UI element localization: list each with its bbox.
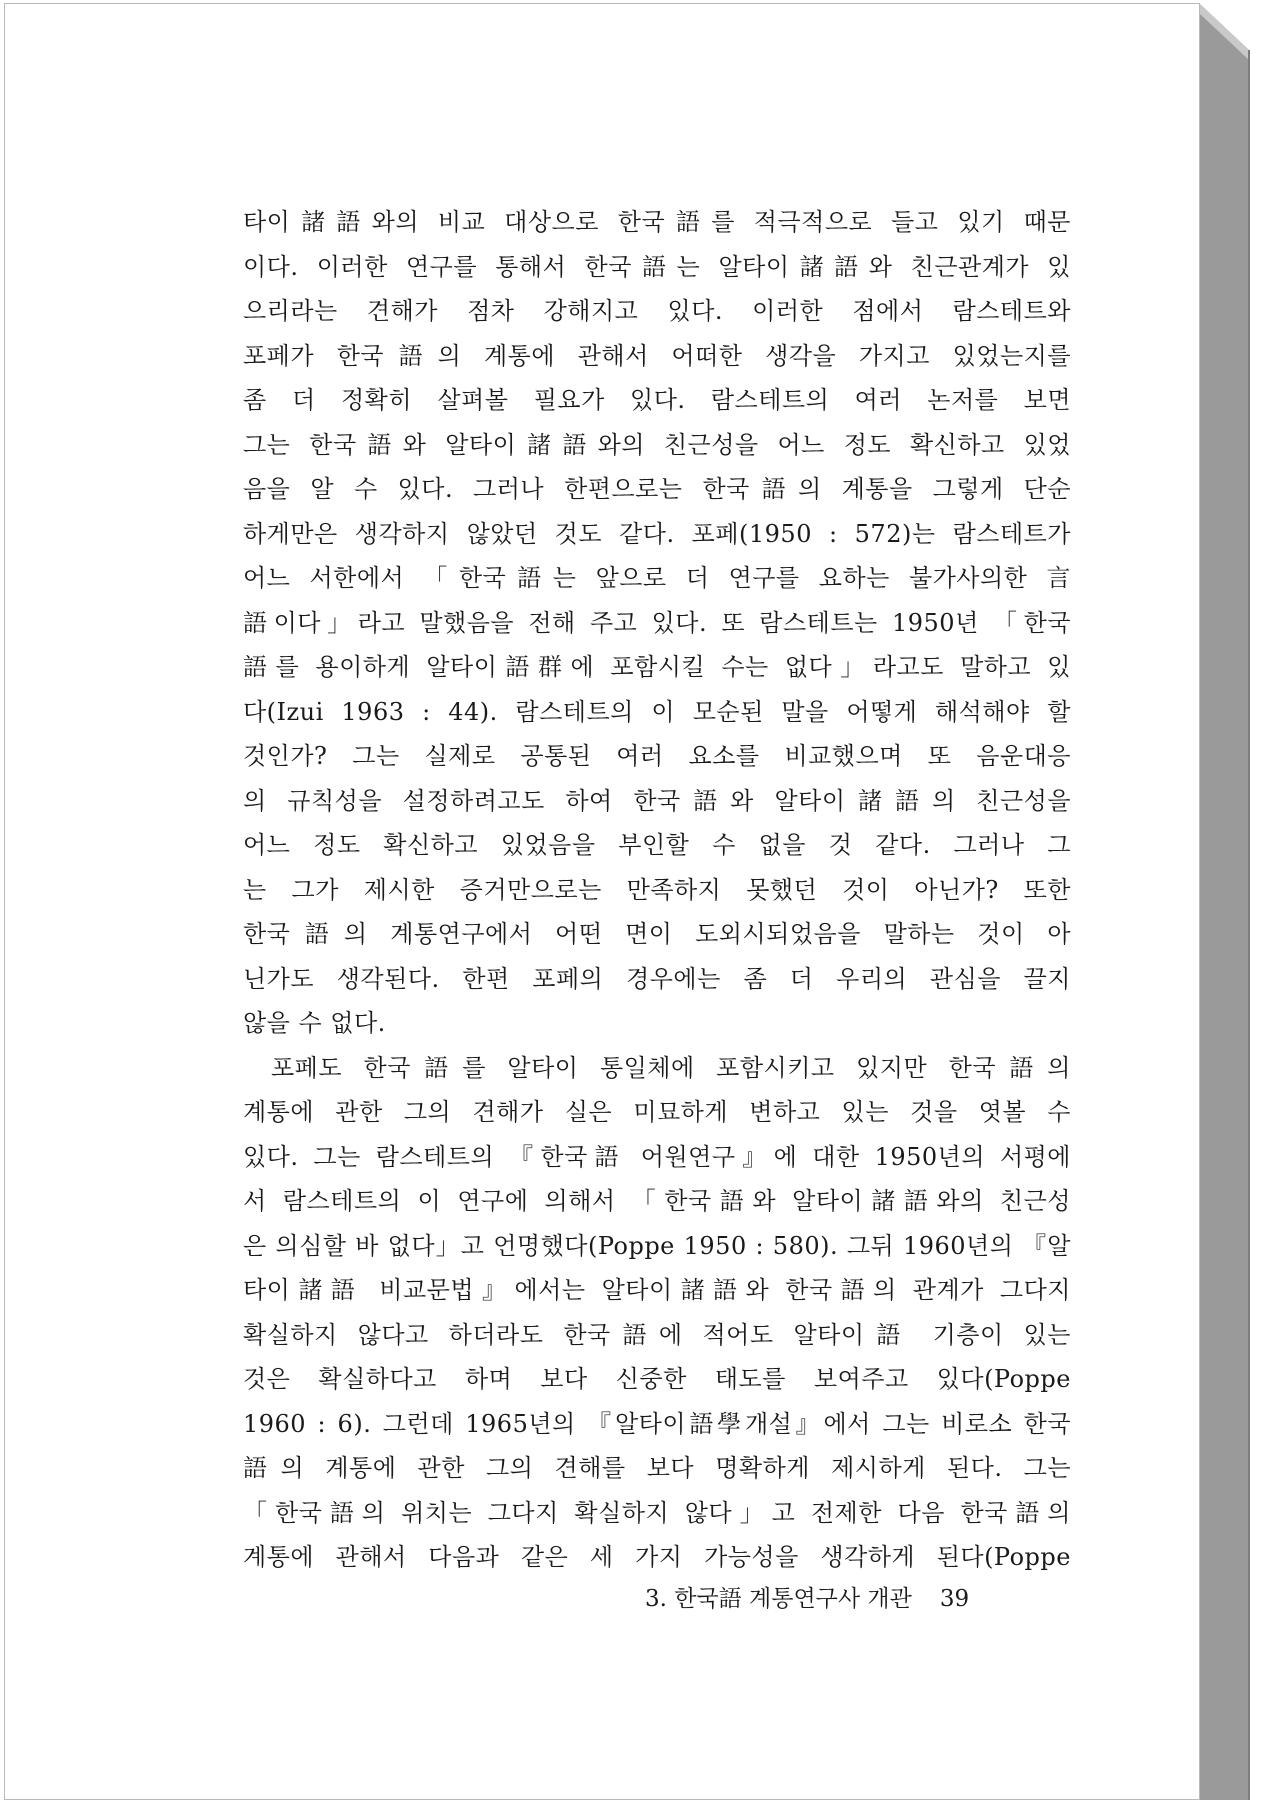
text-line: 는 그가 제시한 증거만으로는 만족하지 못했던 것이 아닌가? 또한 bbox=[243, 875, 1071, 904]
text-line: 語이다」라고 말했음을 전해 주고 있다. 또 람스테트는 1950년 「한국 bbox=[243, 608, 1071, 637]
book-page bbox=[4, 3, 1200, 1800]
body-text bbox=[243, 200, 1071, 1580]
text-line: 한국語의 계통연구에서 어떤 면이 도외시되었음을 말하는 것이 아 bbox=[243, 920, 1071, 948]
text-line: 하게만은 생각하지 않았던 것도 같다. 포페(1950 : 572)는 람스테트가 bbox=[243, 519, 1071, 548]
text-line: 닌가도 생각된다. 한편 포페의 경우에는 좀 더 우리의 관심을 끌지 bbox=[243, 964, 1071, 993]
text-line: 이다. 이러한 연구를 통해서 한국語는 알타이諸語와 친근관계가 있 bbox=[243, 252, 1071, 281]
page-number: 39 bbox=[939, 1586, 970, 1612]
text-line: 語를 용이하게 알타이語群에 포함시킬 수는 없다」라고도 말하고 있 bbox=[243, 653, 1071, 681]
page-footer bbox=[645, 1580, 1045, 1613]
text-line: 좀 더 정확히 살펴볼 필요가 있다. 람스테트의 여러 논저를 보면 bbox=[243, 386, 1071, 414]
text-line: 않을 수 없다. bbox=[243, 1009, 386, 1037]
text-line: 것인가? 그는 실제로 공통된 여러 요소를 비교했으며 또 음운대응 bbox=[243, 742, 1071, 770]
text-line: 계통에 관해서 다음과 같은 세 가지 가능성을 생각하게 된다(Poppe bbox=[243, 1543, 1071, 1571]
text-line: 타이諸語 비교문법』에서는 알타이諸語와 한국語의 관계가 그다지 bbox=[243, 1276, 1071, 1304]
text-line: 있다. 그는 람스테트의 『한국語 어원연구』에 대한 1950년의 서평에 bbox=[243, 1142, 1071, 1171]
paragraph-2 bbox=[243, 1046, 1071, 1580]
text-line: 확실하지 않다고 하더라도 한국語에 적어도 알타이語 기층이 있는 bbox=[243, 1320, 1071, 1349]
text-line: 어느 서한에서 「한국語는 앞으로 더 연구를 요하는 불가사의한 言 bbox=[243, 564, 1071, 592]
text-line: 포페가 한국語의 계통에 관해서 어떠한 생각을 가지고 있었는지를 bbox=[243, 341, 1071, 370]
text-line: 어느 정도 확신하고 있었음을 부인할 수 없을 것 같다. 그러나 그 bbox=[243, 831, 1071, 859]
text-line: 포페도 한국語를 알타이 통일체에 포함시키고 있지만 한국語의 bbox=[271, 1053, 1071, 1082]
text-line: 타이諸語와의 비교 대상으로 한국語를 적극적으로 들고 있기 때문 bbox=[243, 208, 1071, 236]
text-line: 「한국語의 위치는 그다지 확실하지 않다」고 전제한 다음 한국語의 bbox=[243, 1498, 1071, 1527]
text-line: 語의 계통에 관한 그의 견해를 보다 명확하게 제시하게 된다. 그는 bbox=[243, 1454, 1071, 1482]
text-line: 다(Izui 1963 : 44). 람스테트의 이 모순된 말을 어떻게 해석해야 할 bbox=[243, 697, 1071, 726]
text-line: 계통에 관한 그의 견해가 실은 미묘하게 변하고 있는 것을 엿볼 수 bbox=[243, 1098, 1071, 1126]
text-line: 것은 확실하다고 하며 보다 신중한 태도를 보여주고 있다(Poppe bbox=[243, 1365, 1071, 1393]
text-line: 으리라는 견해가 점차 강해지고 있다. 이러한 점에서 람스테트와 bbox=[243, 297, 1071, 325]
running-head: 3. 한국語 계통연구사 개관 bbox=[645, 1586, 912, 1612]
paragraph-1 bbox=[243, 200, 1071, 1046]
text-line: 은 의심할 바 없다」고 언명했다(Poppe 1950 : 580). 그뒤 1960년의 『알 bbox=[243, 1231, 1071, 1260]
text-line: 그는 한국語와 알타이諸語와의 친근성을 어느 정도 확신하고 있었 bbox=[243, 430, 1071, 459]
text-line: 의 규칙성을 설정하려고도 하여 한국語와 알타이諸語의 친근성을 bbox=[243, 786, 1071, 815]
text-line: 음을 알 수 있다. 그러나 한편으로는 한국語의 계통을 그렇게 단순 bbox=[243, 475, 1071, 503]
text-line: 1960 : 6). 그런데 1965년의 『알타이語學개설』에서 그는 비로소 한국 bbox=[243, 1409, 1071, 1438]
text-line: 서 람스테트의 이 연구에 의해서 「한국語와 알타이諸語와의 친근성 bbox=[243, 1187, 1071, 1215]
